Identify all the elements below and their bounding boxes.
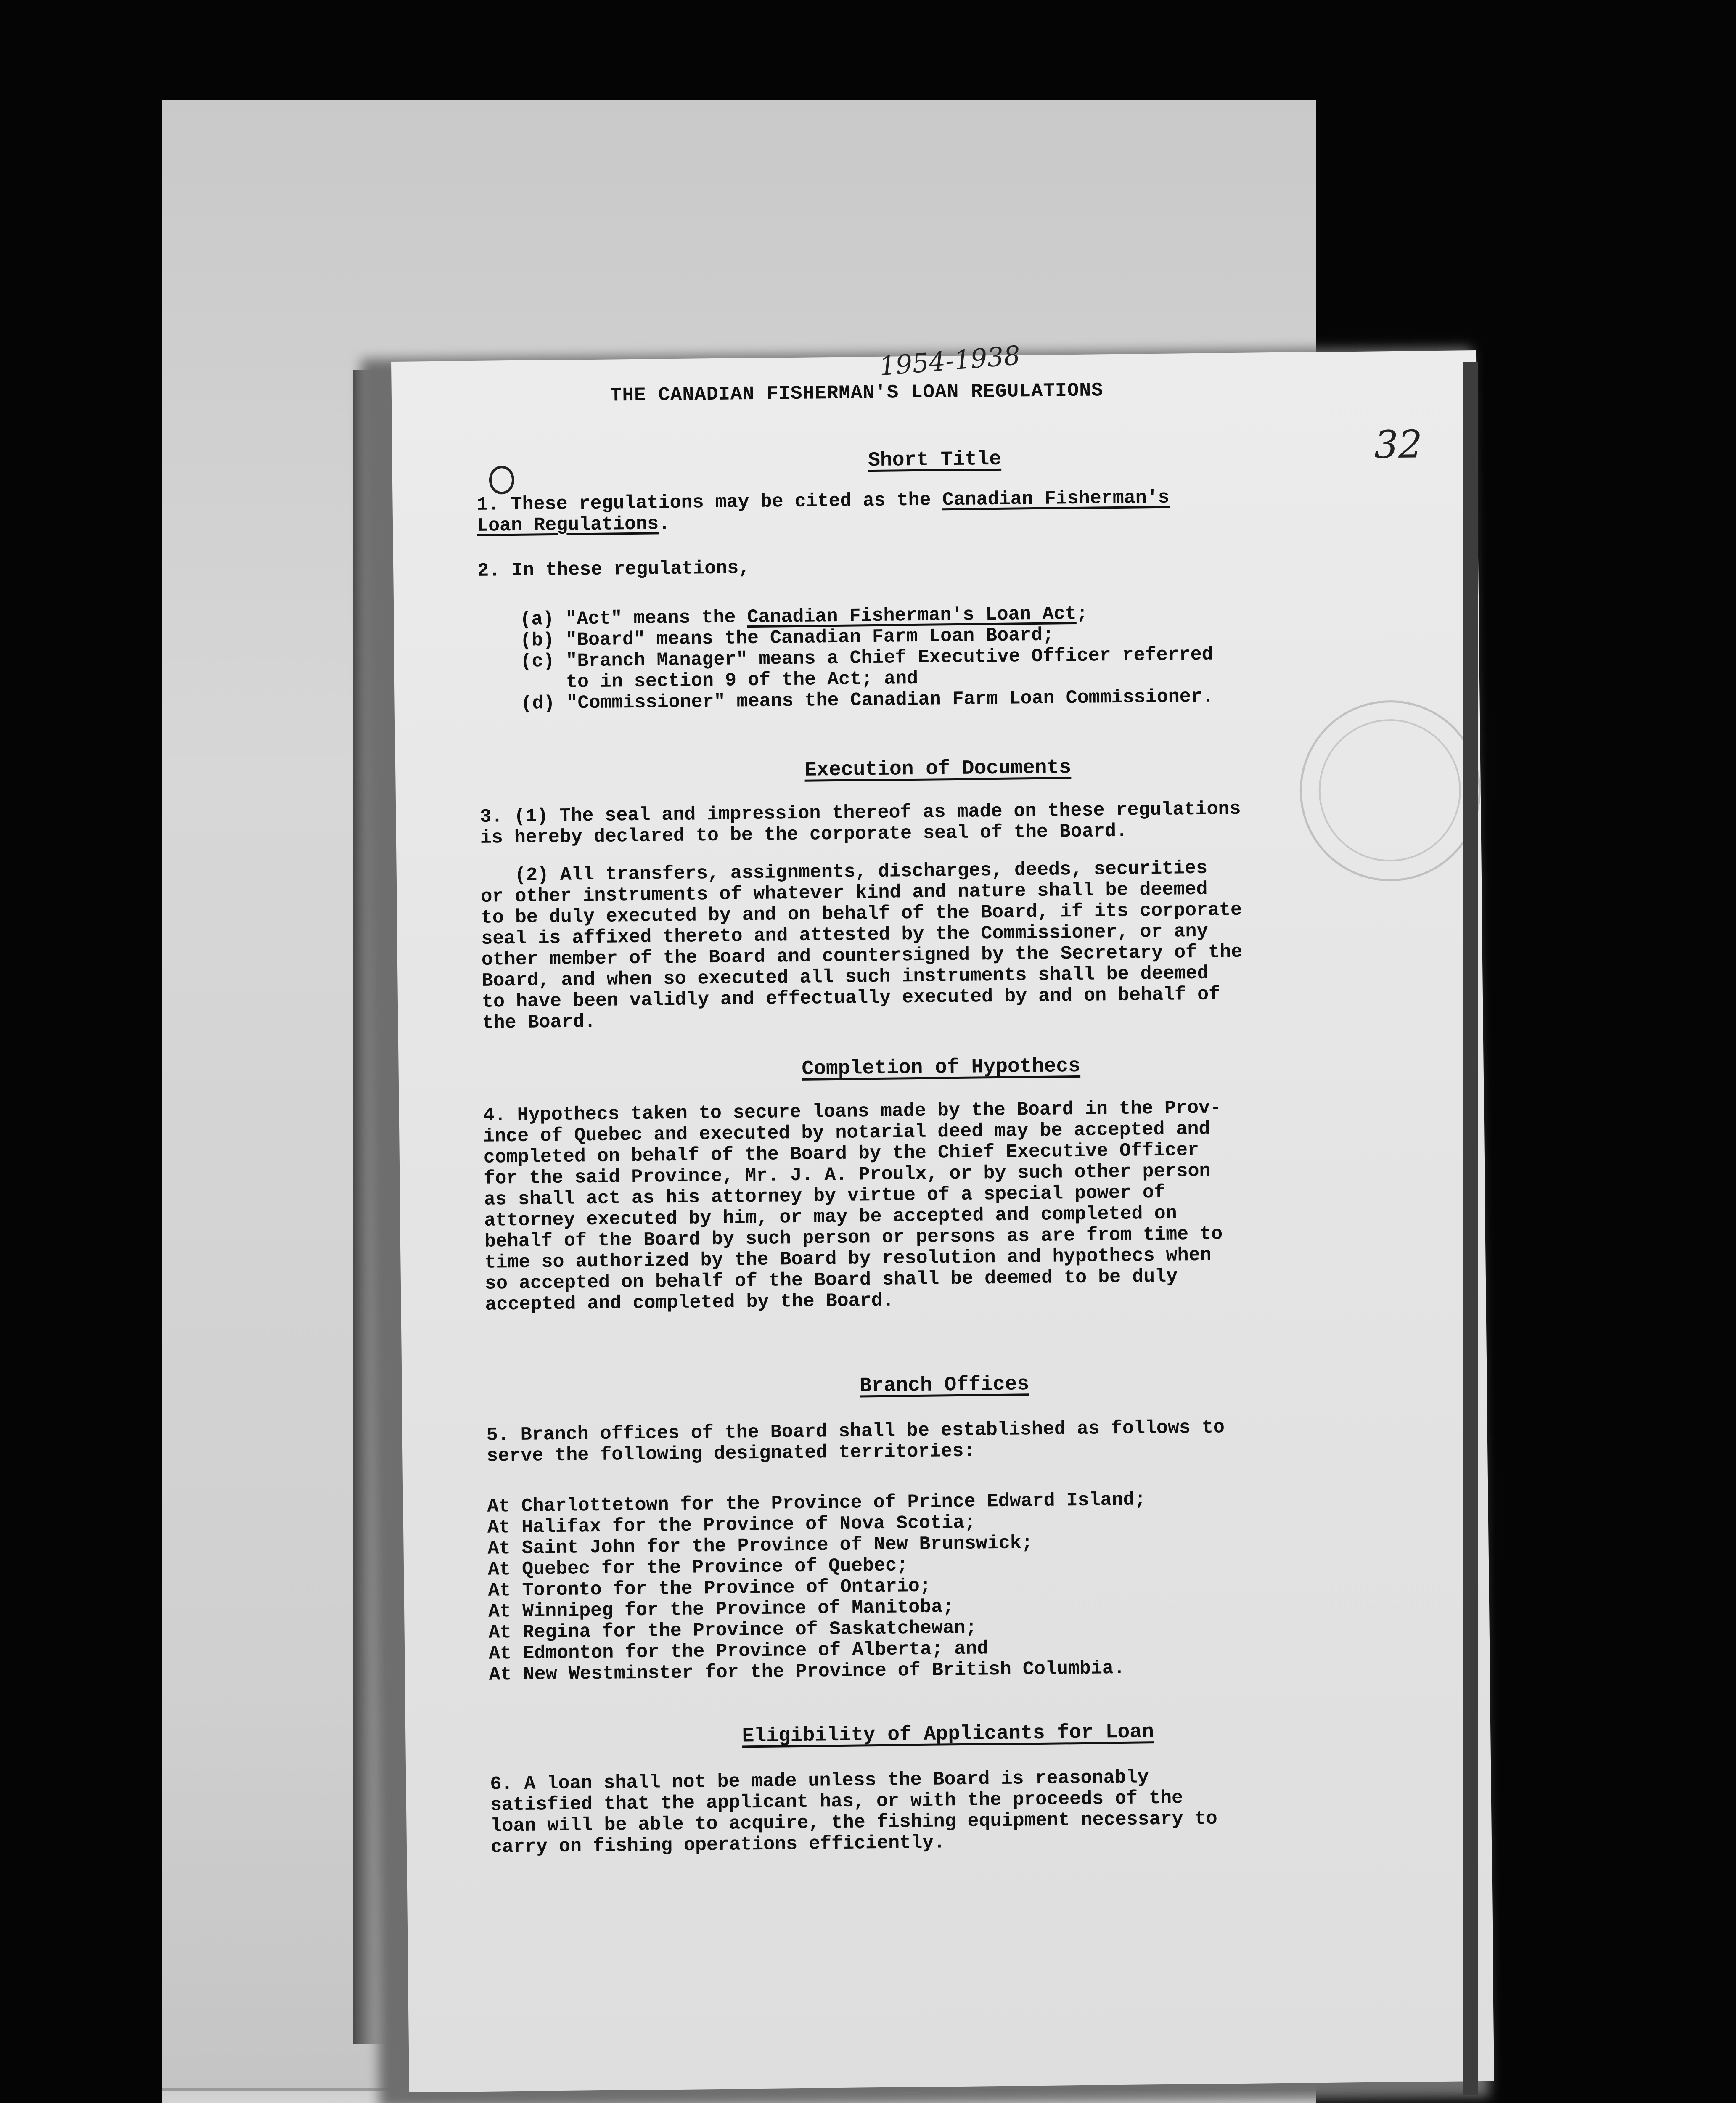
- definition-d: (d) "Commissioner" means the Canadian Farm Loan Commissioner.: [521, 686, 1214, 715]
- heading-completion-of-hypothecs: Completion of Hypothecs: [802, 1054, 1081, 1081]
- paper-right-edge: [1463, 362, 1478, 2095]
- paragraph-1: 1. These regulations may be cited as the Canadian Fisherman's Loan Regulations.: [476, 487, 1170, 537]
- paragraph-4: 4. Hypothecs taken to secure loans made by the Board in the Prov- ince of Quebec and executed by notarial deed may be accepted and completed on behalf of the Board by the Chief Executive Officer for the said Province, Mr. J. A. Proulx, or by such other person as shall act as his attorney by virtue of a special power of attorney executed by him, or may be accepted and completed on behalf of the Board by such person or persons as are from time to time so authorized by the Board by resolution and hypothecs when so accepted on behalf of the Board shall be deemed to be duly accepted and completed by the Board.: [483, 1097, 1223, 1316]
- handwritten-circle-mark: [489, 466, 515, 495]
- heading-branch-offices: Branch Offices: [859, 1373, 1029, 1398]
- paragraph-3-1: 3. (1) The seal and impression thereof as made on these regulations is hereby declared to be the corporate seal of the Board.: [480, 798, 1241, 849]
- paragraph-6: 6. A loan shall not be made unless the Board is reasonably satisfied that the applicant has, or with the proceeds of the loan will be able to acquire, the fishing equipment necessary to carry on fishing operations efficiently.: [490, 1767, 1217, 1858]
- page-number: 32: [1374, 422, 1423, 467]
- document-page: [391, 339, 1494, 2092]
- heading-short-title: Short Title: [868, 448, 1002, 472]
- definition-c: (c) "Branch Manager" means a Chief Executive Officer referred to in section 9 of the Act; and: [520, 644, 1213, 694]
- handwritten-note: 1954-1938: [878, 339, 1021, 382]
- document-title: THE CANADIAN FISHERMAN'S LOAN REGULATIONS: [610, 379, 1104, 407]
- paragraph-5: 5. Branch offices of the Board shall be established as follows to serve the following designated territories:: [486, 1417, 1225, 1467]
- definition-a: (a) "Act" means the Canadian Fisherman's Loan Act;: [520, 603, 1088, 630]
- heading-execution-of-documents: Execution of Documents: [804, 756, 1072, 782]
- definition-b: (b) "Board" means the Canadian Farm Loan Board;: [520, 624, 1054, 652]
- paragraph-3-2: (2) All transfers, assignments, discharges, deeds, securities or other instruments of whatever kind and nature shall be deemed to be duly executed by and on behalf of the Board, if its corporate seal is affixed thereto and attested by the Commissioner, or any other member of the Board and countersigned by the Secretary of the Board, and when so executed all such instruments shall be deemed to have been validly and effectually executed by and on behalf of the Board.: [480, 857, 1243, 1034]
- branch-office-list: At Charlottetown for the Province of Prince Edward Island; At Halifax for the Province of Nova Scotia; At Saint John for the Province of New Brunswick; At Quebec for the Province of Quebec; At Toronto for the Province of Ontario; At Winnipeg for the Province of Manitoba; At Regina for the Province of Saskatchewan; At Edmonton for the Province of Alberta; and At New Westminster for the Province of British Columbia.: [487, 1489, 1146, 1686]
- paragraph-2-intro: 2. In these regulations,: [477, 557, 750, 582]
- heading-eligibility: Eligibility of Applicants for Loan: [742, 1721, 1154, 1748]
